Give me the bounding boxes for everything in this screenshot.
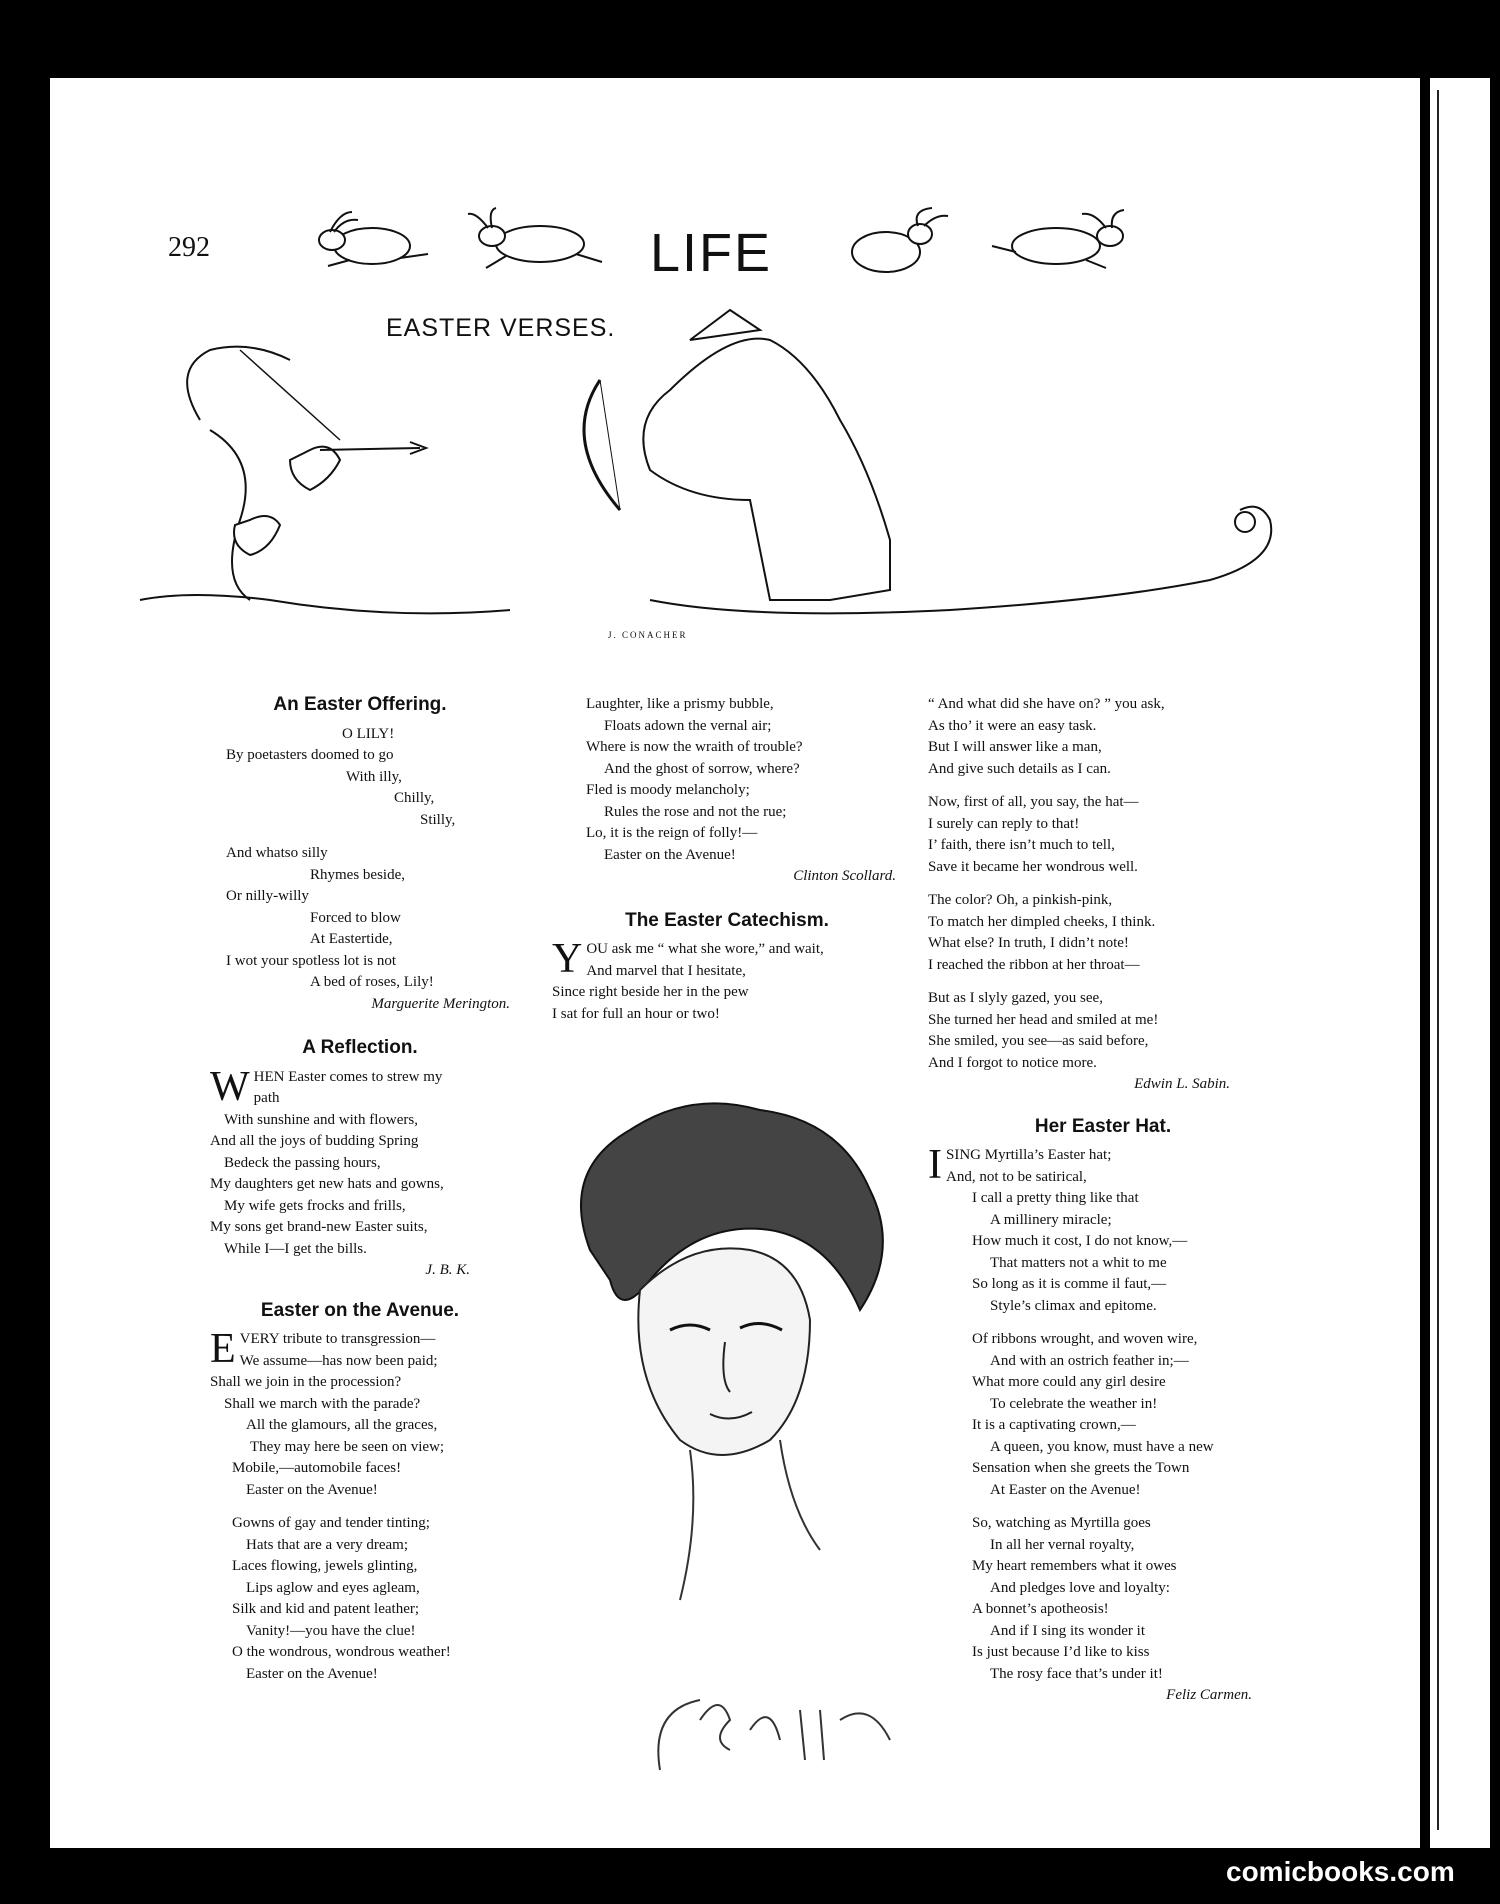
poem-line: HEN Easter comes to strew my [253, 1068, 443, 1085]
poem-line: My daughters get new hats and gowns, [210, 1176, 444, 1192]
section-title: EASTER VERSES. [386, 314, 616, 342]
poem-line: My sons get brand-new Easter suits, [210, 1219, 428, 1235]
column-1 [210, 694, 510, 1685]
poem-line: So, watching as Myrtilla goes [972, 1515, 1151, 1531]
rabbit-illustration-1 [310, 206, 440, 272]
poem-line: My heart remembers what it owes [972, 1558, 1177, 1574]
drop-cap: E [210, 1326, 236, 1372]
poem-title: An Easter Offering. [273, 694, 447, 715]
poem-line: Save it became her wondrous well. [928, 858, 1138, 875]
poem-line: As tho’ it were an easy task. [928, 717, 1097, 734]
drop-cap: I [928, 1142, 942, 1188]
poem-line: Mobile,—automobile faces! [232, 1460, 402, 1476]
poem-line: With illy, [346, 768, 402, 785]
poem-line: The color? Oh, a pinkish-pink, [928, 892, 1113, 908]
poem-line: Since right beside her in the pew [552, 984, 749, 1000]
poem-line: I call a pretty thing like that [972, 1190, 1139, 1206]
masthead-title: LIFE [650, 223, 773, 283]
poem-line: A bonnet’s apotheosis! [972, 1601, 1109, 1617]
poem-line: So long as it is comme il faut,— [972, 1276, 1167, 1292]
poem-line: And marvel that I hesitate, [586, 962, 746, 979]
poem-line: Vanity!—you have the clue! [246, 1622, 416, 1639]
poem-line: Gowns of gay and tender tinting; [232, 1515, 430, 1531]
poem-line: A bed of roses, Lily! [310, 974, 434, 990]
watermark: comicbooks.com [1226, 1856, 1455, 1887]
poem-line: A queen, you know, must have a new [990, 1438, 1214, 1455]
poem-line: O the wondrous, wondrous weather! [232, 1644, 451, 1660]
poem-line: Chilly, [394, 790, 435, 806]
poem-line: Shall we march with the parade? [224, 1395, 421, 1412]
poem-line: What more could any girl desire [972, 1374, 1166, 1390]
poem-line: The rosy face that’s under it! [990, 1665, 1163, 1682]
poem-author: Feliz Carmen. [1166, 1687, 1252, 1703]
poem-line: To match her dimpled cheeks, I think. [928, 913, 1156, 930]
poem-line: My wife gets frocks and frills, [224, 1197, 406, 1214]
poem-line: I wot your spotless lot is not [226, 952, 397, 969]
poem-line: Rhymes beside, [310, 866, 405, 883]
poem-line: Is just because I’d like to kiss [972, 1644, 1150, 1660]
poem-line: O LILY! [342, 725, 395, 742]
poem-line: What else? In truth, I didn’t note! [928, 935, 1129, 951]
poem-line: Easter on the Avenue! [246, 1665, 378, 1682]
poem-line: Where is now the wraith of trouble? [586, 739, 803, 755]
poem-line: While I—I get the bills. [224, 1240, 367, 1257]
poem-line: With sunshine and with flowers, [224, 1111, 418, 1128]
poem-line: And the ghost of sorrow, where? [604, 760, 800, 777]
poem-line: And pledges love and loyalty: [990, 1579, 1170, 1596]
poem-title: Easter on the Avenue. [260, 1299, 460, 1321]
poem-line: And all the joys of budding Spring [210, 1133, 419, 1149]
poem-author: Edwin L. Sabin. [1134, 1076, 1230, 1092]
poem-line: OU ask me “ what she wore,” and wait, [586, 941, 824, 957]
poem-author: J. B. K. [425, 1262, 470, 1278]
poem-line: She smiled, you see—as said before, [928, 1033, 1149, 1049]
poem-author: Clinton Scollard. [793, 868, 896, 884]
poem-line: Hats that are a very dream; [246, 1536, 409, 1553]
poem-line: Laughter, like a prismy bubble, [586, 696, 774, 712]
poem-line: Stilly, [420, 811, 456, 828]
poem-line: Style’s climax and epitome. [990, 1297, 1157, 1314]
poem-line: That matters not a whit to me [990, 1254, 1167, 1271]
poem-line: A millinery miracle; [990, 1211, 1112, 1228]
poem-line: And give such details as I can. [928, 760, 1111, 777]
poem-line: And, not to be satirical, [946, 1168, 1087, 1185]
poem-line: She turned her head and smiled at me! [928, 1011, 1159, 1028]
woman-portrait-illustration [520, 1080, 940, 1720]
poem-line: Floats adown the vernal air; [604, 717, 772, 734]
poem-author: Marguerite Merington. [371, 995, 510, 1012]
portrait-signature [640, 1680, 940, 1790]
drop-cap: Y [552, 936, 583, 982]
poem-line: And with an ostrich feather in;— [990, 1352, 1189, 1369]
poem-line: And if I sing its wonder it [990, 1622, 1145, 1639]
poem-line: To celebrate the weather in! [990, 1395, 1158, 1412]
poem-line: SING Myrtilla’s Easter hat; [946, 1147, 1112, 1163]
illustration-signature: J. CONACHER [608, 630, 688, 640]
poem-title: Her Easter Hat. [1034, 1115, 1172, 1137]
poem-line: “ And what did she have on? ” you ask, [928, 696, 1165, 712]
poem-line: Easter on the Avenue! [246, 1481, 378, 1498]
poem-line: At Easter on the Avenue! [990, 1481, 1141, 1498]
poem-line: Of ribbons wrought, and woven wire, [972, 1331, 1198, 1347]
poem-line: Rules the rose and not the rue; [604, 803, 787, 820]
poem-line: But I will answer like a man, [928, 739, 1102, 755]
poem-line: Silk and kid and patent leather; [232, 1601, 420, 1617]
column-2 [552, 694, 902, 1025]
drop-cap: W [210, 1063, 250, 1110]
poem-line: I surely can reply to that! [928, 815, 1080, 832]
poem-line: path [253, 1090, 280, 1106]
jester-cupid-illustration [130, 300, 1320, 650]
poem-line: At Eastertide, [310, 931, 393, 947]
poem-line: In all her vernal royalty, [990, 1536, 1135, 1553]
poem-line: I reached the ribbon at her throat— [928, 956, 1140, 973]
poem-line: VERY tribute to transgression— [239, 1331, 436, 1347]
poem-line: It is a captivating crown,— [972, 1417, 1136, 1433]
poem-line: Lips aglow and eyes agleam, [246, 1579, 420, 1596]
facing-page-edge [1430, 78, 1490, 1848]
poem-line: Bedeck the passing hours, [224, 1154, 381, 1171]
poem-line: Forced to blow [310, 909, 401, 926]
poem-line: All the glamours, all the graces, [246, 1417, 438, 1433]
poem-line: Shall we join in the procession? [210, 1374, 402, 1390]
poem-line: Laces flowing, jewels glinting, [232, 1558, 418, 1574]
rabbit-illustration-2 [466, 206, 606, 272]
poem-line: Now, first of all, you say, the hat— [928, 794, 1139, 810]
poem-line: They may here be seen on view; [250, 1438, 445, 1455]
poem-line: I sat for full an hour or two! [552, 1005, 720, 1022]
page-number: 292 [168, 232, 210, 263]
poem-line: I’ faith, there isn’t much to tell, [928, 837, 1115, 853]
poem-line: By poetasters doomed to go [226, 747, 394, 763]
page-gutter-line [1437, 90, 1439, 1830]
poem-line: We assume—has now been paid; [239, 1352, 438, 1369]
poem-line: How much it cost, I do not know,— [972, 1233, 1188, 1249]
poem-line: Sensation when she greets the Town [972, 1460, 1190, 1476]
poem-line: Or nilly-willy [226, 888, 309, 904]
poem-line: Lo, it is the reign of folly!— [586, 825, 758, 841]
column-3 [928, 694, 1258, 1707]
poem-line: But as I slyly gazed, you see, [928, 990, 1103, 1006]
poem-title: A Reflection. [302, 1037, 418, 1058]
rabbit-illustration-3 [840, 206, 950, 278]
poem-line: And I forgot to notice more. [928, 1054, 1097, 1071]
poem-line: Fled is moody melancholy; [586, 782, 750, 798]
poem-line: Easter on the Avenue! [604, 846, 736, 863]
rabbit-illustration-4 [986, 206, 1136, 272]
poem-line: And whatso silly [226, 845, 328, 861]
poem-title: The Easter Catechism. [625, 909, 829, 931]
